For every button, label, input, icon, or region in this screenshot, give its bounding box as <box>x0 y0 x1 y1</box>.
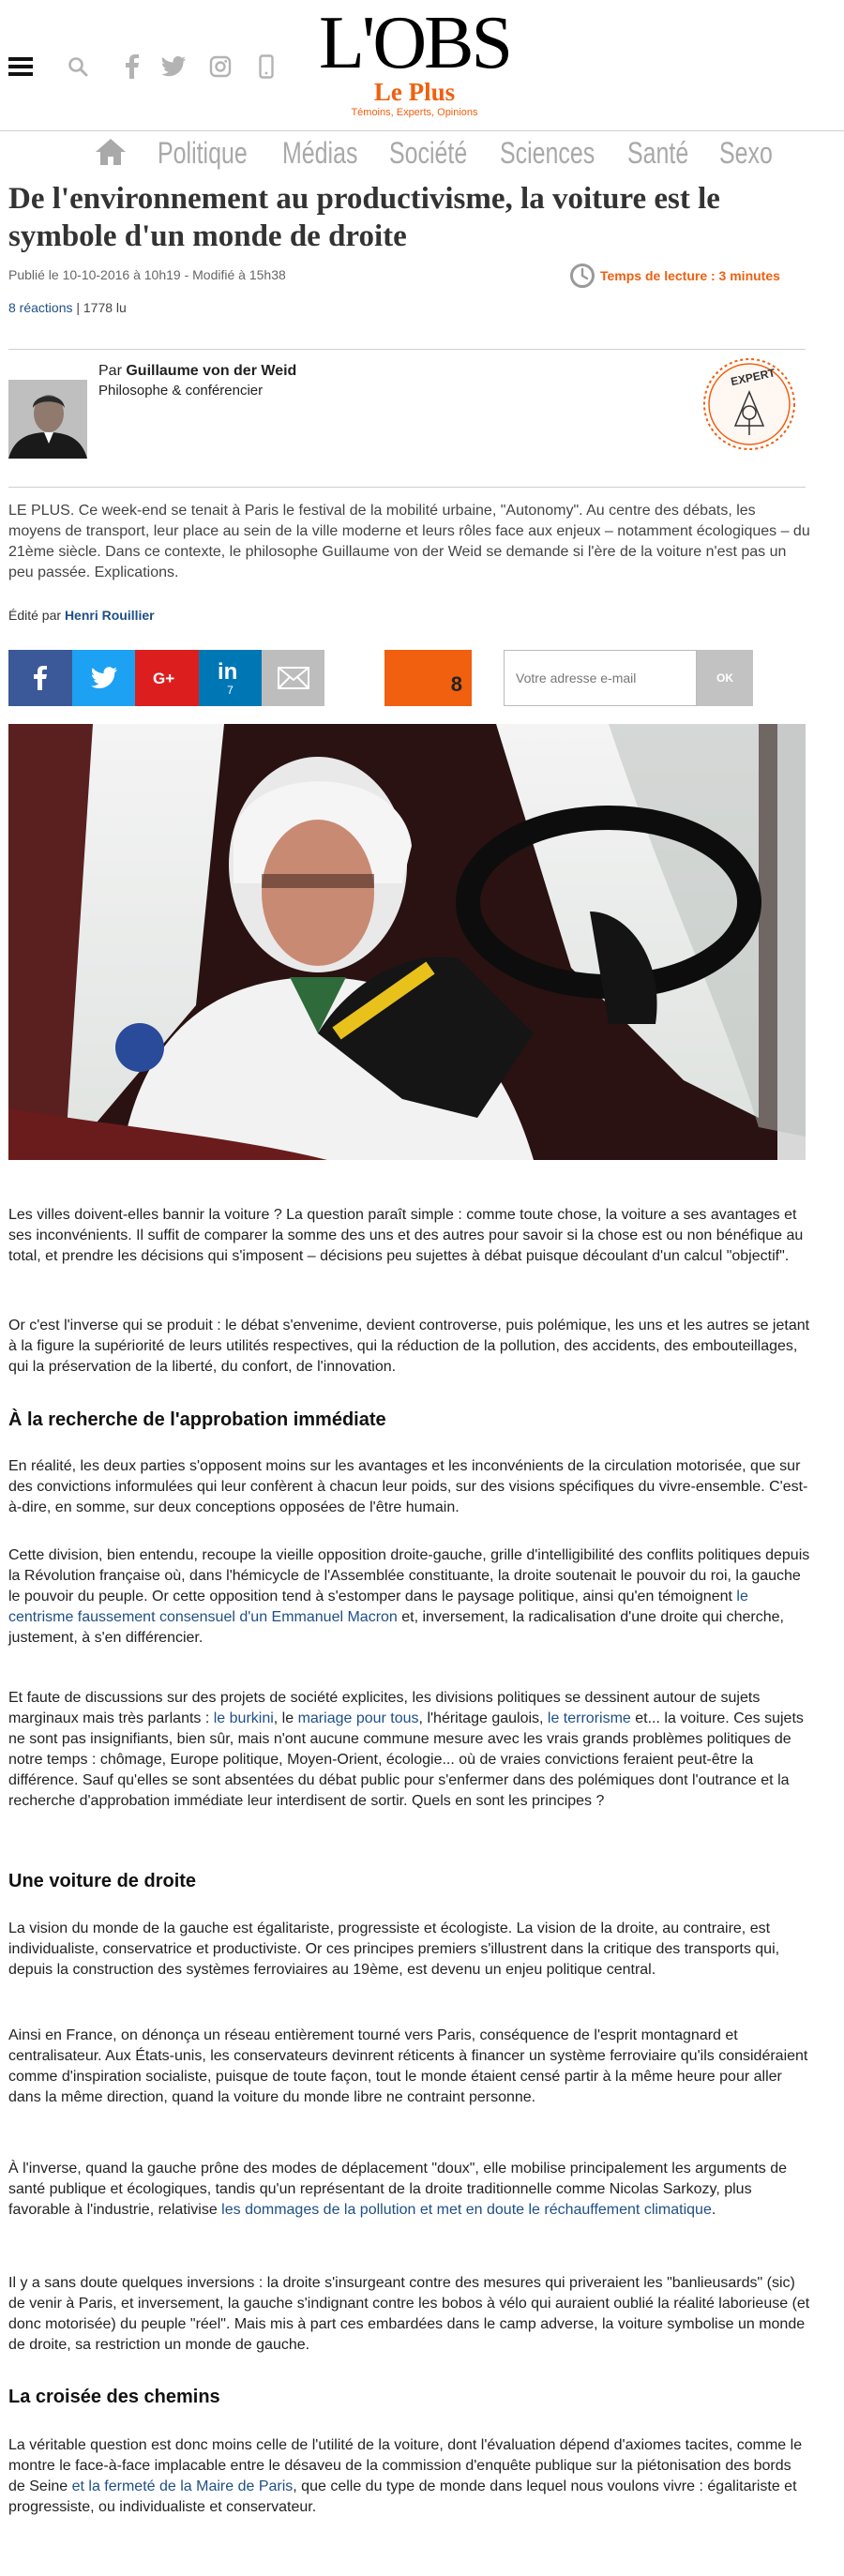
search-icon[interactable] <box>64 53 92 81</box>
comments-button[interactable] <box>384 650 472 706</box>
author-byline: Par Guillaume von der Weid <box>98 363 297 379</box>
facebook-icon[interactable] <box>118 53 146 81</box>
comments-count: 8 <box>450 672 462 696</box>
paragraph-10: La véritable question est donc moins celle de l'utilité de la voiture, dont l'évaluation dépend d'axiomes tacites, comme le montre le face-à-face implacable entre le désaveu de la commission d'enquête publique sur la piétonisation des bords de Seine et la fermeté de la Maire de Paris, que celle du type de monde dans lequel nous voulons vivre : égalitariste et progressiste, ou individualiste et conservateur. <box>8 2437 803 2515</box>
author-name[interactable]: Guillaume von der Weid <box>126 363 297 379</box>
mail-icon <box>278 667 309 689</box>
section-heading-1: À la recherche de l'approbation immédiate <box>8 1409 386 1430</box>
logo[interactable]: L'OBS <box>319 2 510 84</box>
link-maire-de-paris[interactable]: et la fermeté de la Maire de Paris <box>71 2478 294 2494</box>
linkedin-share-count: 7 <box>227 684 234 697</box>
facebook-icon <box>34 665 47 691</box>
clock-icon <box>570 264 595 288</box>
nav-item-sexo[interactable]: Sexo <box>719 136 773 170</box>
link-burkini[interactable]: le burkini <box>213 1710 274 1726</box>
expert-badge <box>700 354 799 454</box>
nav-item-societe[interactable]: Société <box>389 136 468 170</box>
reactions-link[interactable]: 8 réactions <box>8 300 73 315</box>
link-pollution[interactable]: les dommages de la pollution et met en doute le réchauffement climatique <box>221 2202 712 2218</box>
paragraph-5: Et faute de discussions sur des projets de société explicites, les divisions politiques se dessinent autour de sujets marginaux mais très parlants : le burkini, le mariage pour tous, l'héritage gaulois, le terrorisme et... la voiture. Ces sujets ne sont pas insignifiants, bien sûr, mais n'ont aucune commune mesure avec les vrais grands problèmes politiques de notre temps : chômage, Europe politique, Moyen-Orient, écologie... où de vraies convictions feraient peut-être la différence. Sauf qu'elles se sont absentées du débat public pour s'enfermer dans des polémiques dont l'outrance et la recherche d'approbation immédiate leur interdisent de sortir. Quels en sont les principes ? <box>8 1690 804 1809</box>
reads-count: | 1778 lu <box>72 300 127 315</box>
mobile-icon[interactable] <box>252 53 280 81</box>
newsletter-ok-button[interactable]: OK <box>697 650 753 706</box>
divider <box>8 487 806 488</box>
nav-item-politique[interactable]: Politique <box>158 136 248 170</box>
googleplus-icon <box>153 668 181 688</box>
editor-name[interactable]: Henri Rouillier <box>64 608 155 623</box>
paragraph-4: Cette division, bien entendu, recoupe la vieille opposition droite-gauche, grille d'intelligibilité des conflits politiques depuis la Révolution française où, dans l'hémicycle de l'Assemblée constituante, la droite soutenait le pouvoir du roi, la gauche le pouvoir du peuple. Or cette opposition tend à s'estomper dans le paysage politique, ainsi qu'en témoignent le centrisme faussement consensuel d'un Emmanuel Macron et, inversement, la radicalisation d'une droite qui cherche, justement, à s'en différencier. <box>8 1547 810 1646</box>
newsletter-email-input[interactable] <box>504 650 697 706</box>
article-intro: LE PLUS. Ce week-end se tenait à Paris le festival de la mobilité urbaine, "Autonomy". Au centre des débats, les moyens de transport, leur place au sein de la ville moderne et leurs rôles face aux enjeux – notamment écologiques – du 21ème siècle. Dans ce contexte, le philosophe Guillaume von der Weid se demande si l'ère de la voiture n'est pas un peu passée. Explications. <box>8 503 810 580</box>
hero-image <box>8 724 806 1160</box>
section-heading-3: La croisée des chemins <box>8 2387 220 2407</box>
googleplus-share-button[interactable] <box>135 650 199 706</box>
paragraph-6: La vision du monde de la gauche est égalitariste, progressiste et écologiste. La vision de la droite, au contraire, est individualiste, conservatrice et productiviste. Or ces principes premiers s'illustrent dans la critique des transports qui, depuis la construction des systèmes ferroviaires au 19ème, est devenu un enjeu politique central. <box>8 1921 780 1978</box>
nav-item-medias[interactable]: Médias <box>282 136 358 170</box>
paragraph-1: Les villes doivent-elles bannir la voiture ? La question paraît simple : comme toute chose, la voiture a ses avantages et ses inconvénients. Il suffit de comparer la somme des uns et des autres pour savoir si la chose est ou non bénéfique au total, et prendre les décisions qui s'imposent – décisions peu sujettes à débat puisque découlant d'un calcul "objectif". <box>8 1207 804 1264</box>
divider <box>8 349 806 350</box>
edited-by: Édité par Henri Rouillier <box>8 608 155 623</box>
linkedin-share-button[interactable] <box>199 650 262 706</box>
expert-badge-label: EXPERT <box>729 366 776 389</box>
email-share-button[interactable] <box>262 650 324 706</box>
author-role: Philosophe & conférencier <box>98 383 264 399</box>
paragraph-9: Il y a sans doute quelques inversions : la droite s'insurgeant contre des mesures qui priveraient les "banlieusards" (sic) de venir à Paris, et inversement, la gauche s'indignant contre les bobos à vélo qui auraient oublié la réalité laborieuse (et donc motorisée) du peuple "réel". Mais mis à part ces embardées dans le camp adverse, la voiture symbolise un monde de droite, sa restriction un monde de gauche. <box>8 2275 810 2353</box>
reading-time <box>570 264 780 288</box>
author-photo[interactable] <box>8 380 87 459</box>
section-heading-2: Une voiture de droite <box>8 1871 197 1891</box>
home-icon[interactable] <box>95 137 127 167</box>
menu-icon[interactable] <box>8 57 33 78</box>
tagline: Témoins, Experts, Opinions <box>351 107 478 118</box>
publication-date: Publié le 10-10-2016 à 10h19 - Modifié à 15h38 <box>8 267 286 282</box>
reactions-line <box>8 300 127 315</box>
nav-item-sante[interactable]: Santé <box>627 136 689 170</box>
linkedin-icon <box>217 659 245 682</box>
link-mariage-pour-tous[interactable]: mariage pour tous <box>297 1710 419 1726</box>
twitter-icon[interactable] <box>159 53 188 81</box>
twitter-share-button[interactable] <box>72 650 135 706</box>
paragraph-8: À l'inverse, quand la gauche prône des modes de déplacement "doux", elle mobilise principalement les arguments de santé publique et écologiques, tandis qu'un représentant de la droite traditionnelle comme Nicolas Sarkozy, plus favorable à l'industrie, relativise les dommages de la pollution et met en doute le réchauffement climatique. <box>8 2161 788 2218</box>
link-macron[interactable]: le centrisme faussement consensuel d'un Emmanuel Macron <box>8 1589 748 1625</box>
svg-text:G+: G+ <box>153 670 175 687</box>
article-title: De l'environnement au productivisme, la voiture est le symbole d'un monde de droite <box>8 182 720 253</box>
category-nav <box>0 131 844 174</box>
facebook-share-button[interactable] <box>8 650 72 706</box>
svg-text:in: in <box>217 659 237 682</box>
reading-time-label: Temps de lecture : 3 minutes <box>600 268 780 283</box>
sublogo[interactable]: Le Plus <box>373 78 456 106</box>
instagram-icon[interactable] <box>206 53 234 81</box>
nav-item-sciences[interactable]: Sciences <box>500 136 595 170</box>
paragraph-7: Ainsi en France, on dénonça un réseau entièrement tourné vers Paris, conséquence de l'esprit montagnard et centralisateur. Aux États-unis, les conservateurs devinrent réticents à financer un système ferroviaire qu'ils considéraient comme d'inspiration socialiste, puisque de toute façon, tout le monde étaient censé partir à la même heure pour aller dans la même direction, quand la voiture du monde libre ne contraint personne. <box>8 2027 808 2105</box>
twitter-icon <box>90 667 118 689</box>
paragraph-3: En réalité, les deux parties s'opposent moins sur les avantages et les inconvénients de la circulation motorisée, que sur des convictions informulées qui leur confèrent à chacun leur poids, sur des visions spécifiques du vivre-ensemble. C'est-à-dire, en somme, sur deux conceptions opposées de l'être humain. <box>8 1458 808 1515</box>
site-header <box>0 0 844 131</box>
paragraph-2: Or c'est l'inverse qui se produit : le débat s'envenime, devient controverse, puis polémique, les uns et les autres se jetant à la figure la supériorité de leurs utilités respectives, qui la réduction de la pollution, des accidents, des embouteillages, qui la préservation de la liberté, du confort, de l'innovation. <box>8 1318 810 1375</box>
link-terrorisme[interactable]: le terrorisme <box>547 1710 631 1726</box>
